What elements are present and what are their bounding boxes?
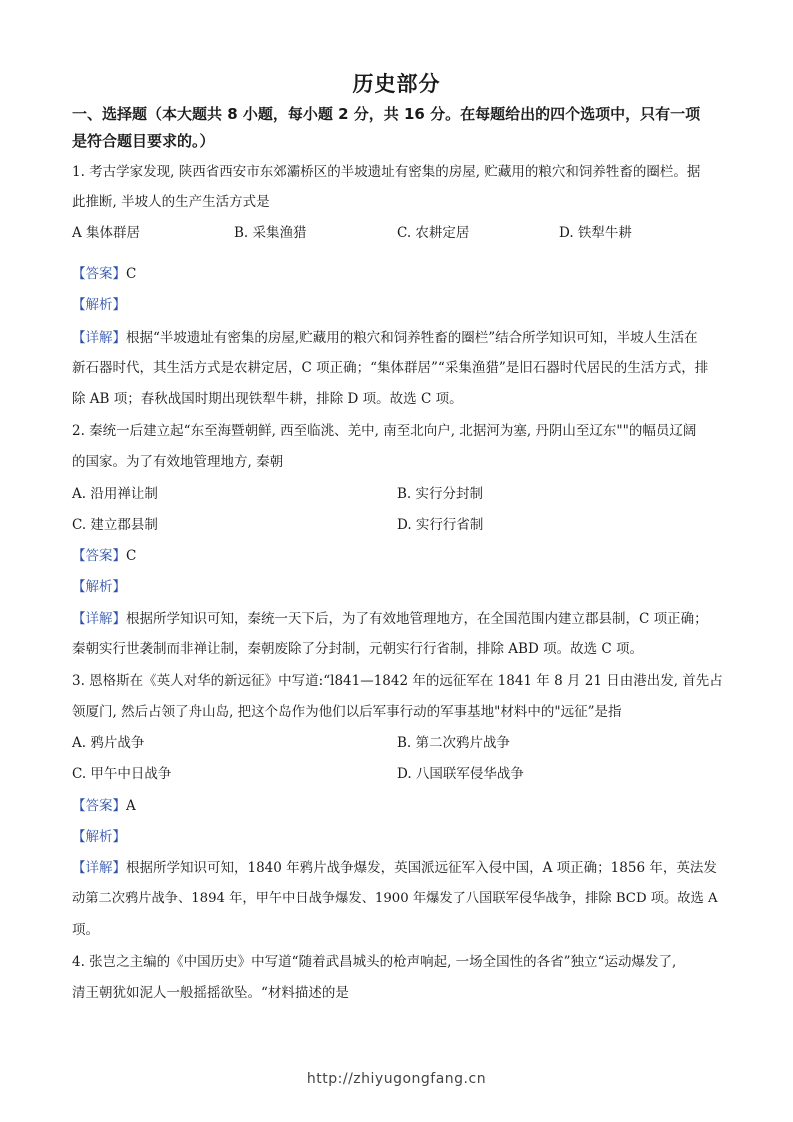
- answer-value: A: [126, 798, 136, 814]
- answer-tag: 【答案】: [72, 266, 126, 282]
- analysis-tag: 【解析】: [72, 297, 126, 313]
- answer-tag: 【答案】: [72, 798, 126, 814]
- detail-tag: 【详解】: [72, 860, 126, 876]
- analysis-tag: 【解析】: [72, 829, 126, 845]
- section-heading: [72, 101, 724, 155]
- answer-tag: 【答案】: [72, 548, 126, 564]
- section-heading-line1: 一、选择题（本大题共 8 小题，每小题 2 分，共 16 分。在每题给出的四个选项中，只有一项: [72, 105, 701, 123]
- detail-text: 根据所学知识可知，秦统一天下后，为了有效地管理地方，在全国范围内建立郡县制，C 项正确；: [126, 611, 708, 627]
- q3-detail-line3: 项。: [72, 922, 99, 938]
- footer-url[interactable]: http://zhiyugongfang.cn: [306, 1071, 487, 1087]
- q1-detail-line2: 新石器时代，其生活方式是农耕定居，C 项正确；“集体群居”“采集渔猎”是旧石器时代居民的生活方式，排: [72, 360, 709, 376]
- q2-option-d: D. 实行行省制: [397, 517, 484, 533]
- q2-option-b: B. 实行分封制: [397, 486, 484, 502]
- q4-stem-line1: 4. 张岂之主编的《中国历史》中写道“随着武昌城头的枪声响起, 一场全国性的各省”独立“运动爆发了,: [72, 954, 677, 970]
- section-heading-line2: 是符合题目要求的。）: [72, 132, 215, 150]
- q3-stem-line2: 领厦门, 然后占领了舟山岛, 把这个岛作为他们以后军事行动的军事基地"材料中的"远征”是指: [72, 704, 622, 720]
- analysis-tag: 【解析】: [72, 579, 126, 595]
- answer-value: C: [126, 548, 137, 564]
- q3-analysis-tag: [72, 825, 724, 845]
- q2-stem-line2: 的国家。为了有效地管理地方, 秦朝: [72, 454, 284, 470]
- q1-option-d: D. 铁犁牛耕: [559, 225, 632, 241]
- detail-text: 根据所学知识可知，1840 年鸦片战争爆发，英国派远征军入侵中国，A 项正确；1856 年，英法发: [126, 860, 717, 876]
- q1-analysis-tag: [72, 293, 724, 313]
- q2-option-c: C. 建立郡县制: [72, 517, 158, 533]
- q1-answer: [72, 262, 724, 282]
- q4-stem-line2: 清王朝犹如泥人一般摇摇欲坠。“材料描述的是: [72, 985, 349, 1001]
- q2-detail-line2: 秦朝实行世袭制而非禅让制，秦朝废除了分封制，元朝实行行省制，排除 ABD 项。故选 C 项。: [72, 641, 643, 657]
- q3-option-b: B. 第二次鸦片战争: [397, 735, 511, 751]
- q3-option-d: D. 八国联军侵华战争: [397, 766, 524, 782]
- q3-stem-line1: 3. 恩格斯在《英人对华的新远征》中写道:“l841—1842 年的远征军在 1841 年 8 月 21 日由港出发, 首先占: [72, 673, 723, 689]
- q1-stem-line2: 此推断, 半坡人的生产生活方式是: [72, 194, 270, 210]
- q3-detail-line2: 动第二次鸦片战争、1894 年，甲午中日战争爆发、1900 年爆发了八国联军侵华战争，排除 BCD 项。故选 A: [72, 891, 718, 906]
- q3-option-c: C. 甲午中日战争: [72, 766, 172, 782]
- q2-stem-line1: 2. 秦统一后建立起“东至海暨朝鲜, 西至临洮、羌中, 南至北向户, 北据河为塞, 丹阴山至辽东""的幅员辽阔: [72, 423, 697, 439]
- q1-stem-line1: 1. 考古学家发现, 陕西省西安市东郊灞桥区的半坡遗址有密集的房屋, 贮藏用的粮穴和饲养牲畜的圈栏。据: [72, 164, 701, 180]
- q2-detail-line1: [72, 607, 724, 627]
- q1-detail-line3: 除 AB 项；春秋战国时期出现铁犁牛耕，排除 D 项。故选 C 项。: [72, 391, 463, 407]
- q3-option-a: A. 鸦片战争: [72, 735, 145, 751]
- q1-option-a: A 集体群居: [72, 225, 141, 241]
- q1-option-c: C. 农耕定居: [397, 225, 470, 241]
- q1-option-b: B. 采集渔猎: [234, 225, 307, 241]
- detail-tag: 【详解】: [72, 611, 126, 627]
- detail-tag: 【详解】: [72, 330, 126, 346]
- answer-value: C: [126, 266, 137, 282]
- q1-detail-line1: [72, 326, 724, 346]
- q2-option-a: A. 沿用禅让制: [72, 486, 158, 502]
- detail-text: 根据“半坡遗址有密集的房屋,贮藏用的粮穴和饲养牲畜的圈栏”结合所学知识可知，半坡人生活在: [126, 330, 698, 346]
- q2-answer: [72, 544, 724, 564]
- page-title: 历史部分: [352, 72, 441, 96]
- q3-detail-line1: [72, 856, 724, 876]
- q2-analysis-tag: [72, 575, 724, 595]
- q3-answer: [72, 794, 724, 814]
